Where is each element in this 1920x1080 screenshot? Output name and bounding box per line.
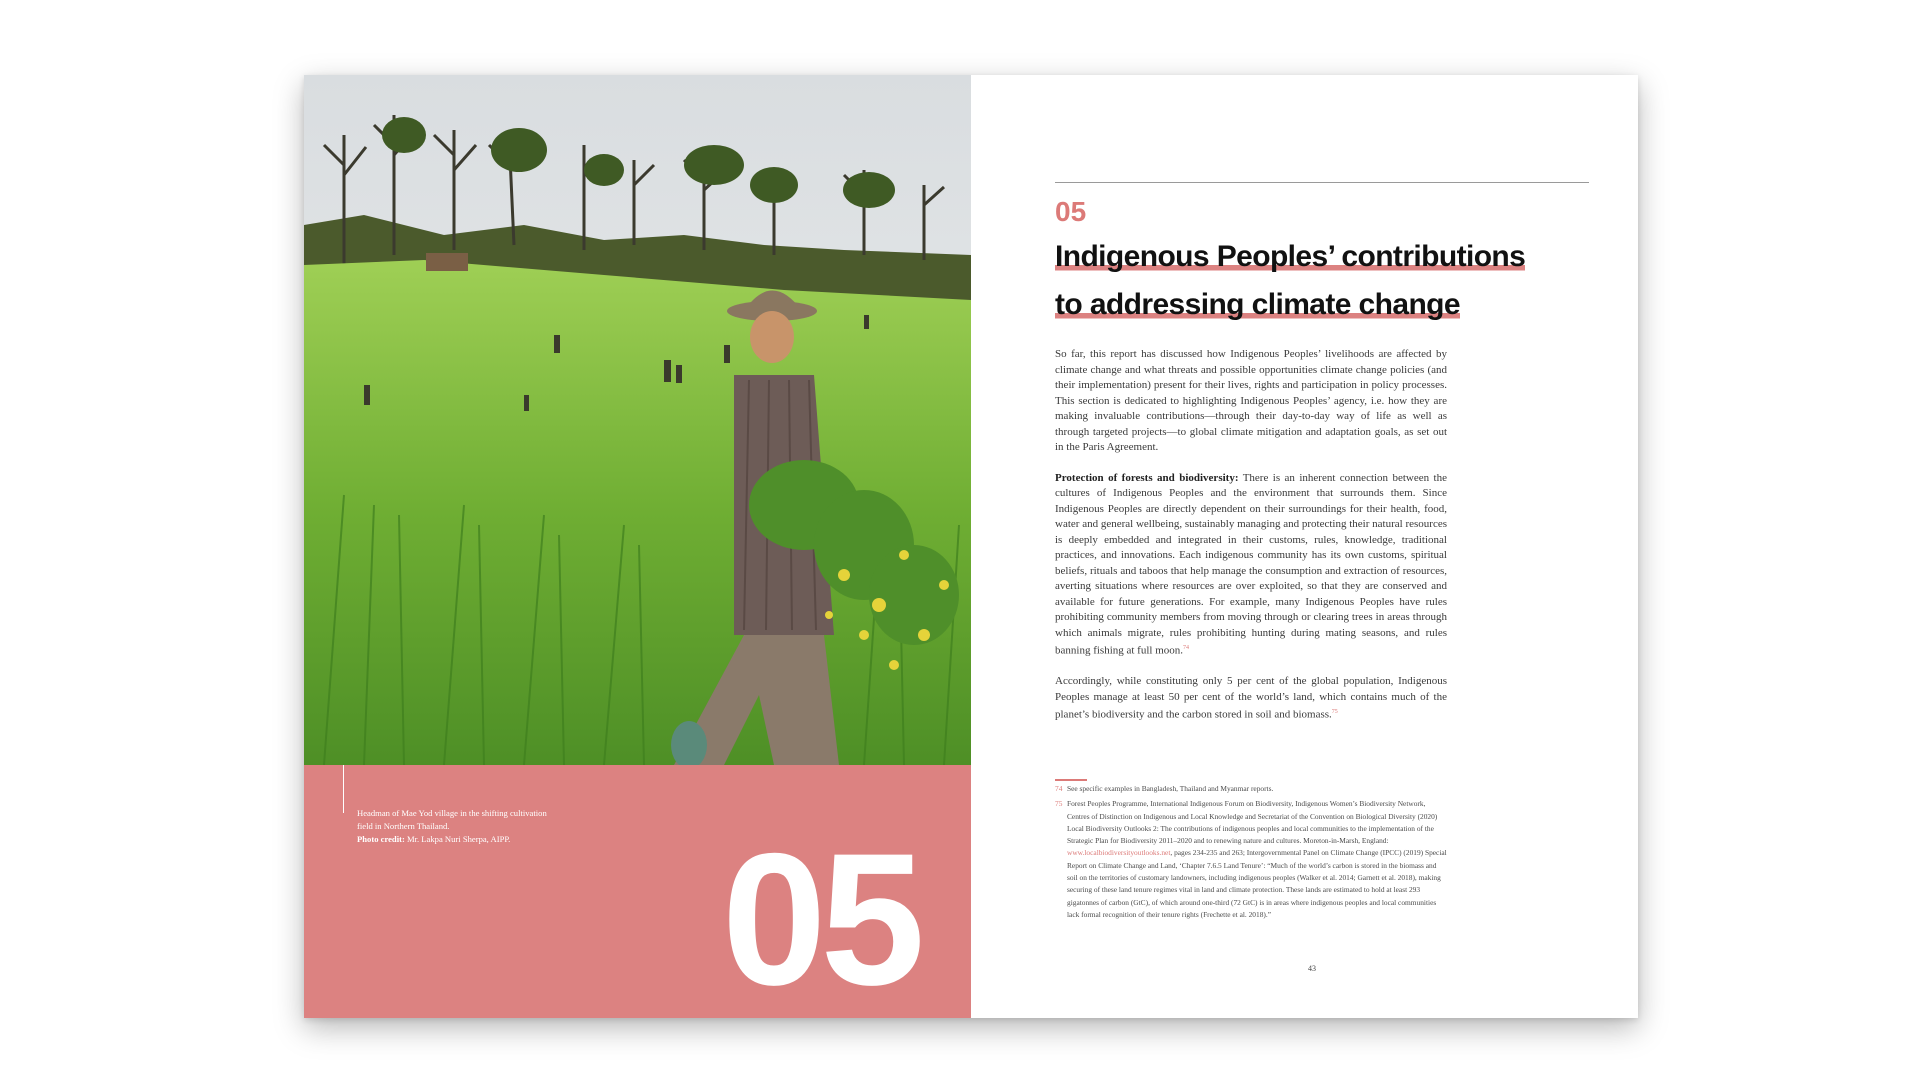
chapter-title-line2: to addressing climate change	[1055, 288, 1460, 321]
footnote-text-b: , pages 234-235 and 263; Intergovernmental Panel on Climate Change (IPCC) (2019) Special Report on Climate Change and Land, ‘Chapter 7.6.5 Land Tenure’: “Much of the world’s carbon is stored in the biomass and soil on the territories of customary landowners, including indigenous peoples (Walker et al. 2014; Garnett et al. 2018), making securing of these land tenure regimes vital in land and climate protection. These lands are estimated to hold at least 293 gigatonnes of carbon (GtC), of which around one-third (72 GtC) is in areas where indigenous peoples and local communities lack formal recognition of their tenure rights (Frechette et al. 2018).”	[1067, 848, 1447, 919]
chapter-photo	[304, 75, 971, 765]
footnote-number: 75	[1055, 799, 1063, 809]
paragraph-population-body: Accordingly, while constituting only 5 per cent of the global population, Indigenous Peoples manage at least 50 per cent of the world’s land, which contains much of the planet’s biodiversity and the carbon stored in soil and biomass.	[1055, 675, 1447, 721]
paragraph-forests-lead: Protection of forests and biodiversity:	[1055, 471, 1239, 484]
footnote-text-a: Forest Peoples Programme, International Indigenous Forum on Biodiversity, Indigenous Women’s Biodiversity Network, Centres of Distinction on Indigenous and Local Knowledge and Secretariat of the Convention on Biological Diversity (2020) Local Biodiversity Outlooks 2: The contributions of indigenous peoples and local communities to the implementation of the Strategic Plan for Biodiversity 2011–2020 and to renewing nature and cultures. Moreton-in-Marsh, England:	[1067, 799, 1438, 846]
chapter-opener-block	[304, 765, 971, 1018]
footnote-75	[1055, 798, 1447, 921]
photo-credit-label: Photo credit:	[357, 834, 405, 844]
paragraph-intro: So far, this report has discussed how Indigenous Peoples’ livelihoods are affected by climate change and what threats and possible opportunities climate change policies (and their implementation) present for their lives, rights and participation in policy processes. This section is dedicated to highlighting Indigenous Peoples’ agency, i.e. how they are making invaluable contributions—through their day-to-day way of life as well as through targeted projects—to global climate mitigation and adaptation goals, as set out in the Paris Agreement.	[1055, 348, 1447, 453]
book-spread	[304, 75, 1638, 1018]
chapter-number: 05	[1055, 196, 1087, 227]
paragraph-forests	[1055, 471, 1447, 660]
caption-rule	[343, 765, 344, 813]
footnote-74	[1055, 783, 1447, 795]
footnote-link[interactable]: www.localbiodiversityoutlooks.net	[1067, 848, 1171, 858]
page-number: 43	[1308, 964, 1316, 973]
footnote-number: 74	[1055, 784, 1063, 793]
paragraph-population	[1055, 674, 1447, 723]
footnotes	[1055, 783, 1447, 924]
caption-text: Headman of Mae Yod village in the shifting cultivation field in Northern Thailand.	[357, 808, 547, 831]
big-chapter-number: 05	[721, 814, 919, 1018]
footnote-text: See specific examples in Bangladesh, Thailand and Myanmar reports.	[1067, 784, 1274, 793]
body-text	[1055, 347, 1447, 738]
header-rule	[1055, 182, 1589, 183]
photo-credit-name: Mr. Lakpa Nuri Sherpa, AIPP.	[406, 834, 511, 844]
paragraph-forests-body: There is an inherent connection between the cultures of Indigenous Peoples and the environment that surrounds them. Since Indigenous Peoples are directly dependent on their surroundings for their health, food, water and general wellbeing, sustainably managing and protecting their natural resources is deeply embedded and integrated in their customs, rules, knowledge, traditional practices, and innovations. Each indigenous community has its own customs, spiritual beliefs, rituals and taboos that help manage the consumption and extraction of resources, averting situations where resources are over exploited, so that they are conserved and available for future generations. For example, many Indigenous Peoples have rules prohibiting community members from moving through or clearing trees in areas through which animals migrate, rules prohibiting hunting during mating seasons, and rules banning fishing at full moon.	[1055, 471, 1447, 657]
footnote-ref-75[interactable]: 75	[1331, 709, 1338, 716]
right-page	[971, 75, 1638, 1018]
footnote-ref-74[interactable]: 74	[1183, 645, 1190, 651]
chapter-title	[1055, 233, 1595, 329]
photo-caption	[357, 807, 547, 846]
chapter-title-line1: Indigenous Peoples’ contributions	[1055, 240, 1526, 273]
left-page	[304, 75, 971, 1018]
footnote-rule	[1055, 779, 1087, 781]
